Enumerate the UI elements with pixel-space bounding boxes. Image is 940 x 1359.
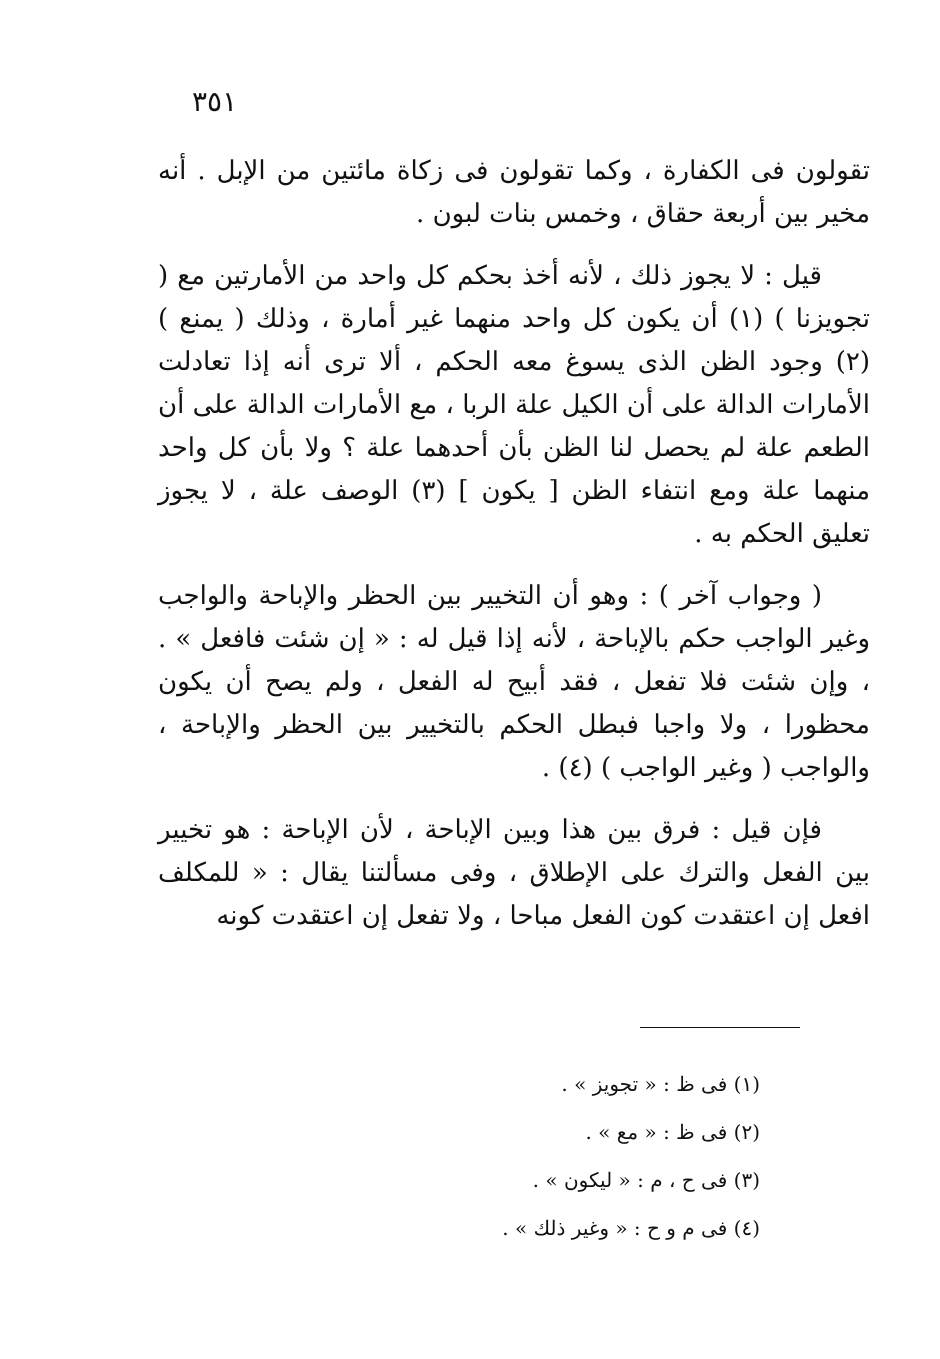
footnote-1: (١) فى ظ : « تجويز » . [561, 1072, 760, 1096]
footnote-2: (٢) فى ظ : « مع » . [585, 1120, 760, 1144]
footnotes [300, 1060, 760, 1252]
footnote-separator [640, 1027, 800, 1028]
paragraph-2: قيل : لا يجوز ذلك ، لأنه أخذ بحكم كل واحد من الأمارتين مع ( تجويزنا ) (١) أن يكون كل واحد منهما غير أمارة ، وذلك ( يمنع ) (٢) وجود الظن الذى يسوغ معه الحكم ، ألا ترى أنه إذا تعادلت الأمارات الدالة على أن الكيل علة الربا ، مع الأمارات الدالة على أن الطعم علة لم يحصل لنا الظن بأن أحدهما علة ؟ ولا بأن كل واحد منهما علة ومع انتفاء الظن [ يكون ] (٣) الوصف علة ، لا يجوز تعليق الحكم به . [158, 261, 870, 549]
paragraph-4: فإن قيل : فرق بين هذا وبين الإباحة ، لأن الإباحة : هو تخيير بين الفعل والترك على الإطلاق ، وفى مسألتنا يقال : « للمكلف افعل إن اعتقدت كون الفعل مباحا ، ولا تفعل إن اعتقدت كونه [158, 815, 870, 931]
paragraph-1: تقولون فى الكفارة ، وكما تقولون فى زكاة مائتين من الإبل . أنه مخير بين أربعة حقاق ، وخمس بنات لبون . [158, 156, 870, 229]
page-number: ٣٥١ [192, 85, 238, 118]
footnote-4: (٤) فى م و ح : « وغير ذلك » . [502, 1216, 760, 1240]
footnote-3: (٣) فى ح ، م : « ليكون » . [532, 1168, 760, 1192]
main-text [158, 150, 870, 938]
paragraph-3: ( وجواب آخر ) : وهو أن التخيير بين الحظر والإباحة والواجب وغير الواجب حكم بالإباحة ، لأنه إذا قيل له : « إن شئت فافعل » . ، وإن شئت فلا تفعل ، فقد أبيح له الفعل ، ولم يصح أن يكون محظورا ، ولا واجبا فبطل الحكم بالتخيير بين الحظر والإباحة ، والواجب ( وغير الواجب ) (٤) . [158, 581, 870, 783]
